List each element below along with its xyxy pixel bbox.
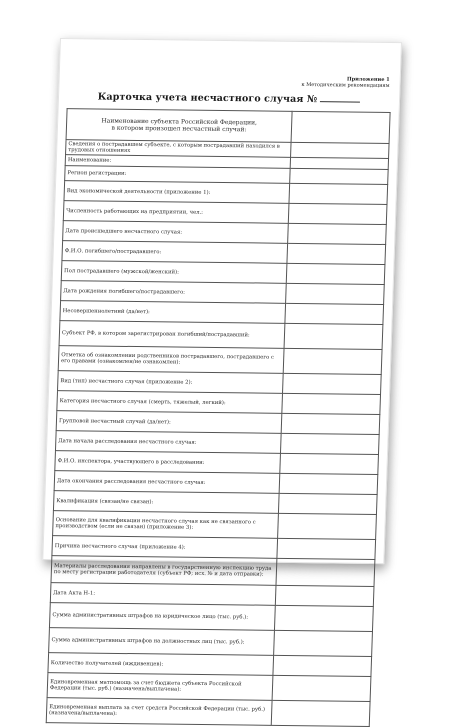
field-label: Дата Акта Н-1:	[50, 583, 276, 606]
field-label: Квалификация (связан/не связан):	[53, 491, 279, 514]
field-label: Вид (тип) несчастного случая (приложение 2):	[58, 371, 284, 394]
field-value[interactable]	[276, 558, 375, 586]
field-value[interactable]	[284, 323, 383, 349]
field-label: Дата происшедшего несчастного случая:	[63, 221, 289, 244]
field-value[interactable]	[290, 168, 389, 184]
field-label: Основание для квалификации несчастного случая как не связанного с производством (если не связан) (приложение 3):	[53, 511, 279, 539]
field-value[interactable]	[274, 630, 373, 656]
field-label: Дата рождения погибшего/пострадавшего:	[61, 281, 287, 304]
field-value[interactable]	[273, 655, 372, 676]
document-page	[42, 38, 402, 717]
field-value[interactable]	[282, 393, 381, 414]
field-value[interactable]	[289, 183, 388, 204]
field-label: Дата окончания расследования несчастного случая:	[54, 471, 280, 494]
table-header-row	[66, 109, 390, 144]
field-value[interactable]	[279, 473, 378, 494]
appendix-reference: к Методическим рекомендациям	[301, 81, 390, 89]
field-label: Наименование:	[65, 155, 290, 169]
field-value[interactable]	[283, 373, 382, 394]
field-label: Отметка об ознакомлении родственников пострадавшего, пострадавшего с его правами (ознакомлен/не ознакомлен):	[58, 346, 284, 374]
field-label: Материалы расследования направлены в государственную инспекцию труда по месту регистрации работодателя (субъект РФ; исх. № и дата отправки):	[51, 556, 277, 586]
title-number-blank	[320, 93, 360, 102]
header-line-1: Наименование субъекта Российской Федерации,	[101, 117, 258, 127]
table-row	[59, 321, 383, 350]
field-value[interactable]	[272, 675, 371, 701]
field-label: Сумма административных штрафов на должностных лиц (тыс. руб.):	[49, 628, 275, 656]
field-label: Групповой несчастный случай (да/нет):	[56, 411, 282, 434]
field-label: Ф.И.О. инспектора, участвующего в расследовании:	[55, 451, 281, 474]
field-value[interactable]	[280, 433, 379, 454]
table-row	[49, 628, 373, 657]
field-label: Пол пострадавшего (мужской/женский):	[61, 261, 287, 284]
field-value[interactable]	[280, 453, 379, 474]
field-value[interactable]	[281, 413, 380, 434]
field-value[interactable]	[278, 493, 377, 514]
field-value[interactable]	[278, 513, 377, 539]
field-value[interactable]	[275, 585, 374, 606]
field-label: Регион регистрации:	[65, 166, 291, 184]
field-value[interactable]	[271, 700, 370, 726]
header-line-2: в котором произошел несчастный случай:	[111, 124, 247, 134]
field-value[interactable]	[283, 348, 382, 374]
field-value[interactable]	[285, 303, 384, 324]
table-row	[58, 346, 382, 375]
page-title	[59, 90, 399, 106]
table-row	[47, 673, 371, 702]
field-label: Единовременная матпомощь за счет бюджета субъекта Российской Федерации (тыс. руб.) (назначена/выплачена):	[47, 673, 273, 701]
field-label: Единовременная выплата за счет средств Российской Федерации (тыс. руб.) (назначена/выплачена):	[46, 698, 272, 726]
field-label: Вид экономической деятельности (приложение 1):	[64, 181, 290, 204]
field-label: Сумма административных штрафов на юридическое лицо (тыс. руб.):	[49, 603, 275, 631]
field-value[interactable]	[286, 263, 385, 284]
appendix-number: Приложение 1	[346, 76, 390, 83]
field-label: Сведения о пострадавшем субъекте, с которым пострадавший находился в трудовых отношениях	[66, 140, 292, 158]
title-text: Карточка учета несчастного случая №	[97, 91, 318, 106]
field-value[interactable]	[274, 605, 373, 631]
table-row	[46, 698, 370, 727]
field-value[interactable]	[286, 283, 385, 304]
field-label: Субъект РФ, в котором зарегистрирован погибший/пострадавший:	[59, 321, 285, 349]
table-row	[49, 603, 373, 632]
field-label: Несовершеннолетний (да/нет):	[60, 301, 286, 324]
field-value[interactable]	[277, 538, 376, 559]
appendix-note	[301, 76, 390, 89]
field-value[interactable]	[288, 223, 387, 244]
header-value-cell[interactable]	[291, 111, 390, 143]
table-row	[51, 556, 375, 587]
field-value[interactable]	[288, 203, 387, 224]
field-label: Причина несчастного случая (приложение 4):	[52, 536, 278, 559]
header-label-cell	[66, 109, 292, 143]
field-value[interactable]	[291, 142, 390, 158]
field-label: Численность работающих на предприятии, чел.:	[63, 201, 289, 224]
field-label: Категория несчастного случая (смерть, тяжелый, легкий):	[57, 391, 283, 414]
field-label: Количество получателей (иждивенцев):	[48, 653, 274, 676]
field-label: Дата начала расследования несчастного случая:	[55, 431, 281, 454]
field-label: Ф.И.О. погибшего/пострадавшего:	[62, 241, 288, 264]
field-value[interactable]	[287, 243, 386, 264]
accident-form-table	[46, 108, 391, 727]
table-row	[53, 511, 377, 540]
